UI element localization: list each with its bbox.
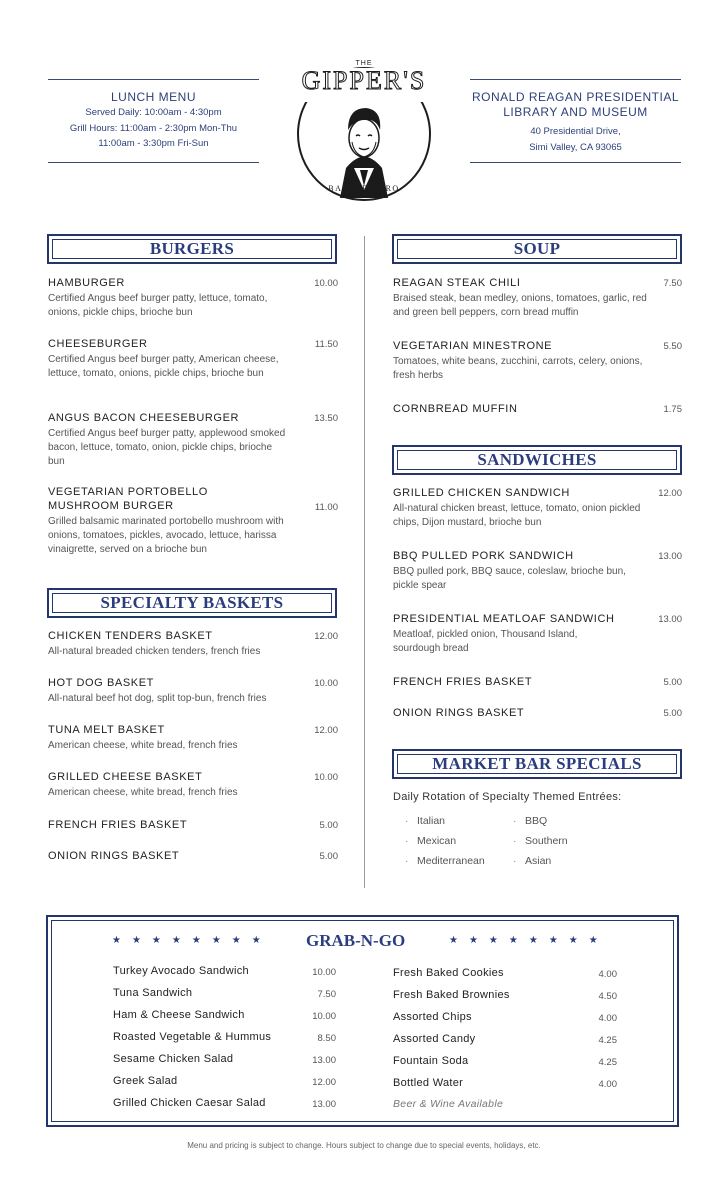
market-item: · Italian xyxy=(405,815,446,827)
grab-item-name: Sesame Chicken Salad xyxy=(113,1053,234,1065)
item-name: CORNBREAD MUFFIN xyxy=(393,403,518,415)
item-desc: All-natural chicken breast, lettuce, tomato, onion pickled chips, Dijon mustard, brioche bun xyxy=(393,503,641,528)
menu-item-grilled-chicken-sandwich xyxy=(393,486,682,530)
grab-item-name: Ham & Cheese Sandwich xyxy=(113,1009,245,1021)
menu-item-grilled-cheese xyxy=(48,770,338,800)
item-desc: Certified Angus beef burger patty, American cheese, lettuce, tomato, onions, pickle chips, brioche bun xyxy=(48,354,279,379)
header-rule-left-top xyxy=(48,79,259,80)
menu-item-meatloaf-sandwich xyxy=(393,612,682,656)
item-desc: All-natural breaded chicken tenders, french fries xyxy=(48,646,261,657)
gippers-logo xyxy=(296,50,432,210)
grab-item-price: 10.00 xyxy=(312,967,336,978)
stars-left-icon: ★★★★★★★★ xyxy=(112,935,272,946)
lunch-menu-title: LUNCH MENU xyxy=(110,90,196,104)
column-divider xyxy=(364,236,365,888)
item-name: GRILLED CHICKEN SANDWICH xyxy=(393,487,570,499)
section-burgers-header xyxy=(47,234,337,264)
weekend-hours-line: 11:00am - 3:30pm Fri-Sun xyxy=(98,138,209,149)
header-rule-right-bottom xyxy=(470,162,681,163)
section-soup-header xyxy=(392,234,682,264)
market-item-label: Italian xyxy=(417,815,446,827)
item-price: 10.00 xyxy=(314,278,338,289)
item-name: HAMBURGER xyxy=(48,277,125,289)
item-name: ONION RINGS BASKET xyxy=(393,707,525,719)
grab-item-name: Fresh Baked Cookies xyxy=(393,967,504,979)
market-item-label: BBQ xyxy=(525,815,548,827)
grill-hours-line: Grill Hours: 11:00am - 2:30pm Mon-Thu xyxy=(69,123,238,134)
item-price: 5.00 xyxy=(319,820,338,831)
menu-item-angus-bacon-cheeseburger xyxy=(48,411,338,469)
beer-wine-note: Beer & Wine Available xyxy=(393,1098,504,1110)
item-desc: All-natural beef hot dog, split top-bun, french fries xyxy=(48,693,267,704)
item-name: PRESIDENTIAL MEATLOAF SANDWICH xyxy=(393,613,615,625)
item-desc: Certified Angus beef burger patty, lettuce, tomato, onions, pickle chips, brioche bun xyxy=(48,293,268,318)
grab-item-price: 13.00 xyxy=(312,1055,336,1066)
soup-title: SOUP xyxy=(513,239,561,258)
item-name: CHEESEBURGER xyxy=(48,338,148,350)
item-desc: BBQ pulled pork, BBQ sauce, coleslaw, brioche bun, pickle spear xyxy=(393,566,626,591)
item-name: ANGUS BACON CHEESEBURGER xyxy=(48,412,240,424)
menu-item-hot-dog xyxy=(48,676,338,706)
item-name: VEGETARIAN MINESTRONE xyxy=(393,340,553,352)
grab-item-price: 8.50 xyxy=(317,1033,336,1044)
logo-tagline: BAR + BISTRO xyxy=(328,184,400,193)
item-price: 12.00 xyxy=(658,488,682,499)
item-price: 10.00 xyxy=(314,772,338,783)
market-item-label: Asian xyxy=(525,855,552,867)
served-daily-line: Served Daily: 10:00am - 4:30pm xyxy=(85,107,222,118)
grab-item-name: Turkey Avocado Sandwich xyxy=(113,965,249,977)
menu-item-cheeseburger xyxy=(48,337,338,381)
grab-item-name: Assorted Candy xyxy=(393,1033,476,1045)
grab-n-go-title: GRAB-N-GO xyxy=(306,931,406,950)
menu-item-hamburger xyxy=(48,276,338,320)
grab-item-price: 7.50 xyxy=(317,989,336,1000)
grab-item-name: Greek Salad xyxy=(113,1075,178,1087)
item-desc: Meatloaf, pickled onion, Thousand Island, sourdough bread xyxy=(393,629,578,654)
menu-item-minestrone xyxy=(393,339,682,383)
market-item-label: Mediterranean xyxy=(417,855,485,867)
menu-item-cornbread-muffin xyxy=(393,402,682,416)
grab-item-name: Fountain Soda xyxy=(393,1055,469,1067)
item-price: 10.00 xyxy=(314,678,338,689)
grab-item-price: 4.25 xyxy=(598,1035,617,1046)
market-subtitle: Daily Rotation of Specialty Themed Entrées: xyxy=(393,791,622,803)
item-name: REAGAN STEAK CHILI xyxy=(393,277,521,289)
grab-item-price: 10.00 xyxy=(312,1011,336,1022)
item-name: GRILLED CHEESE BASKET xyxy=(48,771,203,783)
item-desc: American cheese, white bread, french fries xyxy=(48,787,238,798)
item-name: VEGETARIAN PORTOBELLO MUSHROOM BURGER xyxy=(48,486,208,512)
menu-item-portobello-burger xyxy=(48,485,338,557)
header-rule-right-top xyxy=(470,79,681,80)
item-price: 13.00 xyxy=(658,614,682,625)
section-sandwiches-header xyxy=(392,445,682,475)
grab-item-name: Assorted Chips xyxy=(393,1011,472,1023)
menu-item-onion-rings-left xyxy=(48,849,338,863)
market-item: · Mexican xyxy=(405,835,457,847)
grab-item-name: Tuna Sandwich xyxy=(113,987,193,999)
menu-item-french-fries-left xyxy=(48,818,338,832)
header-left xyxy=(48,90,259,152)
sandwiches-title: SANDWICHES xyxy=(477,450,597,469)
grab-item-price: 12.00 xyxy=(312,1077,336,1088)
grab-item-price: 4.00 xyxy=(598,1079,617,1090)
grab-item-name: Grilled Chicken Caesar Salad xyxy=(113,1097,266,1109)
item-price: 5.00 xyxy=(319,851,338,862)
item-price: 1.75 xyxy=(663,404,682,415)
item-price: 7.50 xyxy=(663,278,682,289)
market-item-label: Mexican xyxy=(417,835,457,847)
item-price: 5.00 xyxy=(663,708,682,719)
grab-item-name: Roasted Vegetable & Hummus xyxy=(113,1031,272,1043)
item-price: 12.00 xyxy=(314,631,338,642)
item-desc: Certified Angus beef burger patty, applewood smoked bacon, lettuce, tomato, onion, pickle chips, brioche bun xyxy=(48,428,286,467)
grab-item-price: 4.25 xyxy=(598,1057,617,1068)
section-market-header xyxy=(392,749,682,779)
grab-item-price: 13.00 xyxy=(312,1099,336,1110)
item-name: BBQ PULLED PORK SANDWICH xyxy=(393,550,574,562)
item-price: 11.00 xyxy=(314,502,338,513)
item-price: 5.50 xyxy=(663,341,682,352)
grab-item-price: 4.00 xyxy=(598,969,617,980)
grab-item-price: 4.50 xyxy=(598,991,617,1002)
footer-disclaimer: Menu and pricing is subject to change. Hours subject to change due to special events, holidays, etc. xyxy=(187,1141,541,1150)
menu-item-onion-rings-right xyxy=(393,706,682,720)
library-title-1: RONALD REAGAN PRESIDENTIAL xyxy=(471,90,680,104)
market-item: · Asian xyxy=(513,855,552,867)
market-title: MARKET BAR SPECIALS xyxy=(432,754,642,773)
grab-item-price: 4.00 xyxy=(598,1013,617,1024)
item-name: FRENCH FRIES BASKET xyxy=(393,676,533,688)
menu-item-chicken-tenders xyxy=(48,629,338,659)
stars-right-icon: ★★★★★★★★ xyxy=(449,935,609,946)
item-name: FRENCH FRIES BASKET xyxy=(48,819,188,831)
menu-item-bbq-pulled-pork xyxy=(393,549,682,593)
library-title-2: LIBRARY AND MUSEUM xyxy=(503,105,648,119)
burgers-title: BURGERS xyxy=(149,239,235,258)
market-item: · Southern xyxy=(513,835,568,847)
item-desc: Tomatoes, white beans, zucchini, carrots, celery, onions, fresh herbs xyxy=(393,356,643,381)
market-item: · Mediterranean xyxy=(405,855,485,867)
address-line-1: 40 Presidential Drive, xyxy=(530,126,621,137)
item-name: TUNA MELT BASKET xyxy=(48,724,165,736)
item-price: 13.00 xyxy=(658,551,682,562)
item-desc: Braised steak, bean medley, onions, tomatoes, garlic, red and green bell peppers, corn bread muffin xyxy=(393,293,647,318)
logo-name: GIPPER'S xyxy=(301,66,427,95)
baskets-title: SPECIALTY BASKETS xyxy=(100,593,284,612)
item-name: CHICKEN TENDERS BASKET xyxy=(48,630,213,642)
address-line-2: Simi Valley, CA 93065 xyxy=(529,142,622,153)
item-name: ONION RINGS BASKET xyxy=(48,850,180,862)
logo-the: THE xyxy=(355,60,373,67)
menu-item-tuna-melt xyxy=(48,723,338,753)
item-price: 13.50 xyxy=(314,413,338,424)
header-rule-left-bottom xyxy=(48,162,259,163)
item-desc: Grilled balsamic marinated portobello mushroom with onions, tomatoes, pickles, avocado, lettuce, harissa vinaigrette, served on a brioche bun xyxy=(48,516,284,555)
item-name: HOT DOG BASKET xyxy=(48,677,154,689)
item-price: 11.50 xyxy=(314,339,338,350)
grab-item-name: Fresh Baked Brownies xyxy=(393,989,510,1001)
item-price: 12.00 xyxy=(314,725,338,736)
header-right xyxy=(470,90,681,156)
market-item: · BBQ xyxy=(513,815,548,827)
market-item-label: Southern xyxy=(525,835,568,847)
item-desc: American cheese, white bread, french fries xyxy=(48,740,238,751)
menu-item-reagan-chili xyxy=(393,276,682,320)
grab-item-name: Bottled Water xyxy=(393,1077,464,1089)
menu-item-french-fries-right xyxy=(393,675,682,689)
section-baskets-header xyxy=(47,588,337,618)
item-price: 5.00 xyxy=(663,677,682,688)
